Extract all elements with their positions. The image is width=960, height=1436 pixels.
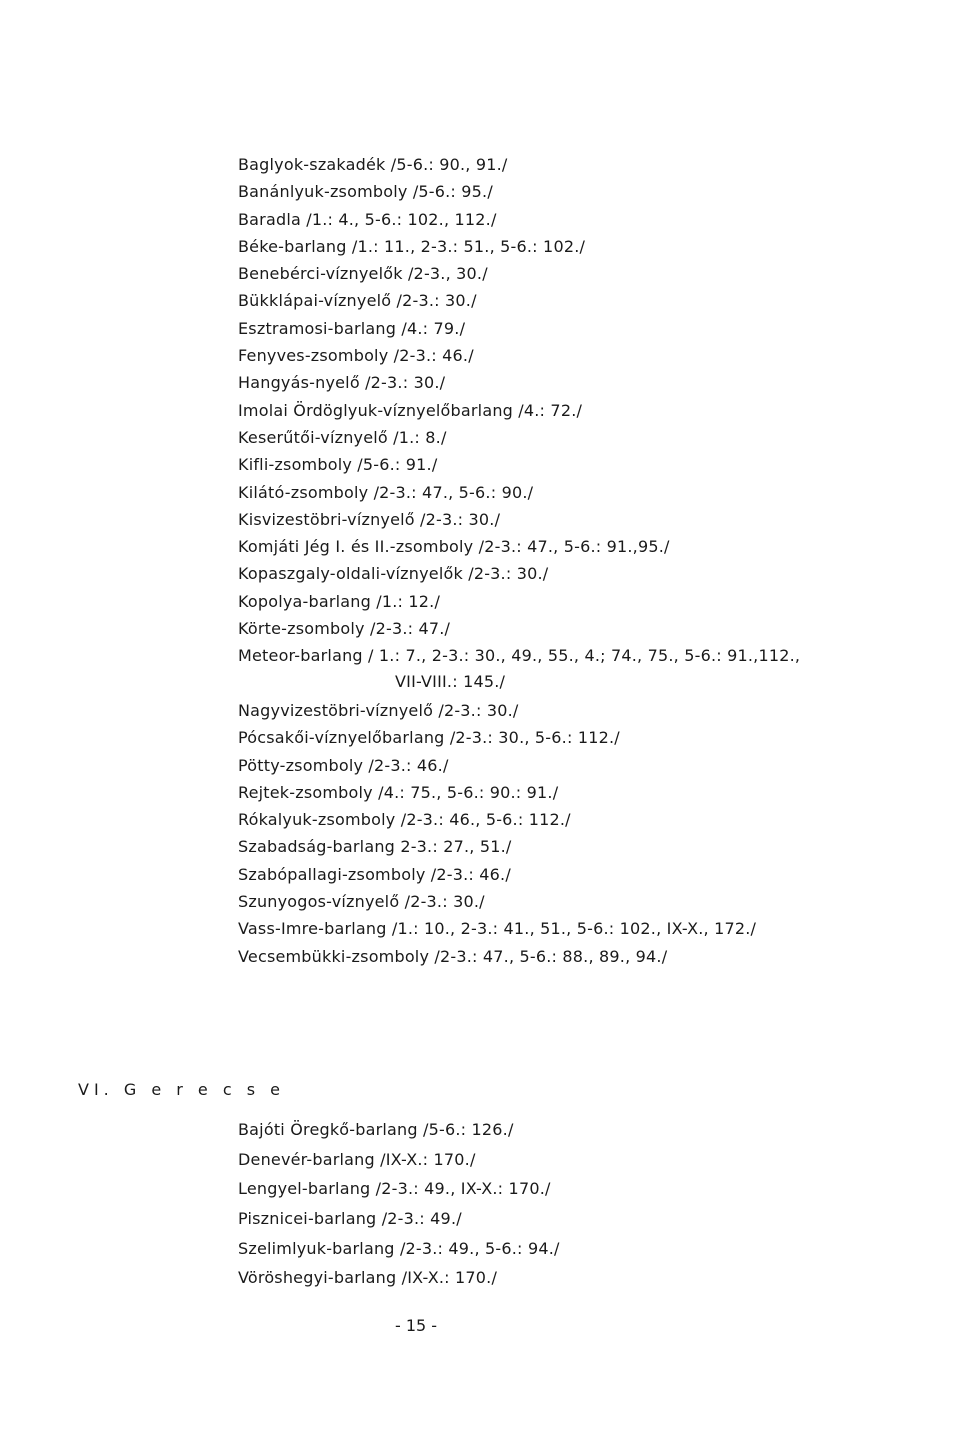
- list-item: Baglyok-szakadék /5-6.: 90., 91./: [238, 155, 508, 174]
- list-item: Bajóti Öregkő-barlang /5-6.: 126./: [238, 1120, 514, 1139]
- list-item: Baradla /1.: 4., 5-6.: 102., 112./: [238, 209, 497, 229]
- list-item: Keserűtői-víznyelő /1.: 8./: [238, 427, 447, 447]
- list-item: Béke-barlang /1.: 11., 2-3.: 51., 5-6.: 102./: [238, 236, 586, 256]
- list-item: Pócsakői-víznyelőbarlang /2-3.: 30., 5-6.: 112./: [238, 728, 620, 748]
- list-item: Szunyogos-víznyelő /2-3.: 30./: [238, 892, 485, 912]
- list-item: Pötty-zsomboly /2-3.: 46./: [238, 755, 449, 775]
- list-item: Fenyves-zsomboly /2-3.: 46./: [238, 346, 474, 366]
- list-item-meteor: [238, 643, 800, 698]
- list-item: Imolai Ördöglyuk-víznyelőbarlang /4.: 72./: [238, 400, 583, 420]
- list-item: Kilátó-zsomboly /2-3.: 47., 5-6.: 90./: [238, 482, 534, 502]
- gerecse-list: [238, 1117, 560, 1295]
- list-item: Denevér-barlang /IX-X.: 170./: [238, 1149, 476, 1169]
- list-item: Benebérci-víznyelők /2-3., 30./: [238, 264, 488, 284]
- page-number: - 15 -: [395, 1316, 438, 1335]
- meteor-line-2: VII-VIII.: 145./: [395, 672, 506, 692]
- list-item: Szabópallagi-zsomboly /2-3.: 46./: [238, 864, 511, 884]
- list-item: Kopaszgaly-oldali-víznyelők /2-3.: 30./: [238, 564, 549, 584]
- list-item: Bükklápai-víznyelő /2-3.: 30./: [238, 291, 477, 311]
- list-item: Szelimlyuk-barlang /2-3.: 49., 5-6.: 94./: [238, 1238, 560, 1258]
- list-item: Szabadság-barlang 2-3.: 27., 51./: [238, 837, 512, 857]
- list-item: Hangyás-nyelő /2-3.: 30./: [238, 373, 446, 393]
- cave-index-list: [238, 152, 800, 971]
- meteor-line-1: Meteor-barlang / 1.: 7., 2-3.: 30., 49., 55., 4.; 74., 75., 5-6.: 91.,112.,: [238, 646, 801, 666]
- list-item: Banánlyuk-zsomboly /5-6.: 95./: [238, 182, 493, 202]
- list-item: Vöröshegyi-barlang /IX-X.: 170./: [238, 1268, 498, 1288]
- list-item: Esztramosi-barlang /4.: 79./: [238, 318, 466, 338]
- list-item: Kifli-zsomboly /5-6.: 91./: [238, 455, 438, 475]
- list-item: Kopolya-barlang /1.: 12./: [238, 591, 441, 611]
- list-item: Komjáti Jég I. és II.-zsomboly /2-3.: 47., 5-6.: 91.,95./: [238, 537, 670, 557]
- list-item: Rókalyuk-zsomboly /2-3.: 46., 5-6.: 112./: [238, 810, 571, 830]
- list-item: Rejtek-zsomboly /4.: 75., 5-6.: 90.: 91./: [238, 782, 559, 802]
- list-item: Lengyel-barlang /2-3.: 49., IX-X.: 170./: [238, 1179, 551, 1199]
- list-item: Vass-Imre-barlang /1.: 10., 2-3.: 41., 51., 5-6.: 102., IX-X., 172./: [238, 919, 757, 939]
- list-item: Pisznicei-barlang /2-3.: 49./: [238, 1209, 462, 1229]
- list-item: Vecsembükki-zsomboly /2-3.: 47., 5-6.: 88., 89., 94./: [238, 946, 668, 966]
- list-item: Körte-zsomboly /2-3.: 47./: [238, 619, 451, 639]
- section-heading: VI. G e r e c s e: [78, 1080, 285, 1099]
- list-item: Kisvizestöbri-víznyelő /2-3.: 30./: [238, 509, 501, 529]
- list-item: Nagyvizestöbri-víznyelő /2-3.: 30./: [238, 700, 519, 720]
